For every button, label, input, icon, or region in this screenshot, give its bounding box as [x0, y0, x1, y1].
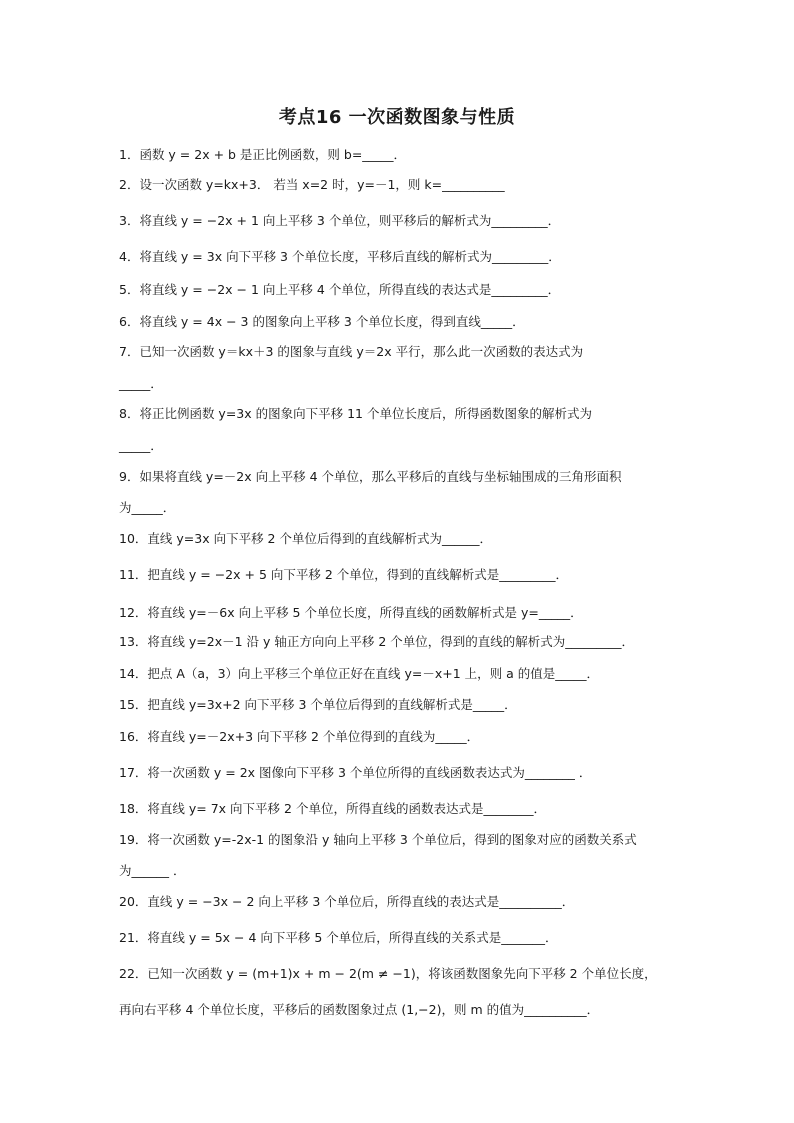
question-line: 11．把直线 y = −2x + 5 向下平移 2 个单位，得到的直线解析式是_________．: [119, 567, 569, 582]
question-line: _____．: [119, 376, 163, 391]
question-line: 9．如果将直线 y=－2x 向上平移 4 个单位，那么平移后的直线与坐标轴围成的三角形面积: [119, 469, 622, 484]
question-line: 20．直线 y = −3x − 2 向上平移 3 个单位后，所得直线的表达式是__________．: [119, 894, 575, 909]
page-title: 考点16 一次函数图象与性质: [278, 107, 516, 128]
question-line: 17．将一次函数 y = 2x 图像向下平移 3 个单位所得的直线函数表达式为________ ．: [119, 765, 592, 780]
question-line: 4．将直线 y = 3x 向下平移 3 个单位长度，平移后直线的解析式为_________．: [119, 249, 561, 264]
question-line: 21．将直线 y = 5x − 4 向下平移 5 个单位后，所得直线的关系式是_______．: [119, 930, 558, 945]
question-line: 14．把点 A（a，3）向上平移三个单位正好在直线 y=－x+1 上，则 a 的值是_____．: [119, 666, 600, 681]
question-line: 22．已知一次函数 y = (m+1)x + m − 2(m ≠ −1)，将该函数图象先向下平移 2 个单位长度，: [119, 966, 657, 981]
question-line: 16．将直线 y=－2x+3 向下平移 2 个单位得到的直线为_____．: [119, 729, 480, 744]
question-line: 13．将直线 y=2x－1 沿 y 轴正方向向上平移 2 个单位，得到的直线的解析式为_________．: [119, 634, 635, 649]
question-line: _____．: [119, 438, 163, 453]
question-line: 8．将正比例函数 y=3x 的图象向下平移 11 个单位长度后，所得函数图象的解析式为: [119, 406, 592, 421]
question-line: 19．将一次函数 y=-2x-1 的图象沿 y 轴向上平移 3 个单位后，得到的图象对应的函数关系式: [119, 832, 637, 847]
question-line: 为______ ．: [119, 863, 186, 878]
question-line: 15．把直线 y=3x+2 向下平移 3 个单位后得到的直线解析式是_____．: [119, 697, 517, 712]
question-line: 7．已知一次函数 y＝kx＋3 的图象与直线 y＝2x 平行，那么此一次函数的表达式为: [119, 344, 584, 359]
question-line: 为_____．: [119, 500, 176, 515]
question-line: 12．将直线 y=－6x 向上平移 5 个单位长度，所得直线的函数解析式是 y=_____．: [119, 605, 583, 620]
question-line: 1．函数 y = 2x + b 是正比例函数，则 b=_____．: [119, 147, 407, 162]
question-line: 2．设一次函数 y=kx+3． 若当 x=2 时，y=－1，则 k=__________: [119, 177, 505, 192]
question-line: 10．直线 y=3x 向下平移 2 个单位后得到的直线解析式为______．: [119, 531, 492, 546]
question-line: 18．将直线 y= 7x 向下平移 2 个单位，所得直线的函数表达式是________．: [119, 801, 546, 816]
question-line: 5．将直线 y = −2x − 1 向上平移 4 个单位，所得直线的表达式是_________．: [119, 282, 561, 297]
question-line: 再向右平移 4 个单位长度，平移后的函数图象过点 (1,−2)，则 m 的值为__________．: [119, 1002, 600, 1017]
question-line: 3．将直线 y = −2x + 1 向上平移 3 个单位，则平移后的解析式为_________．: [119, 213, 561, 228]
question-line: 6．将直线 y = 4x − 3 的图象向上平移 3 个单位长度，得到直线_____．: [119, 314, 525, 329]
